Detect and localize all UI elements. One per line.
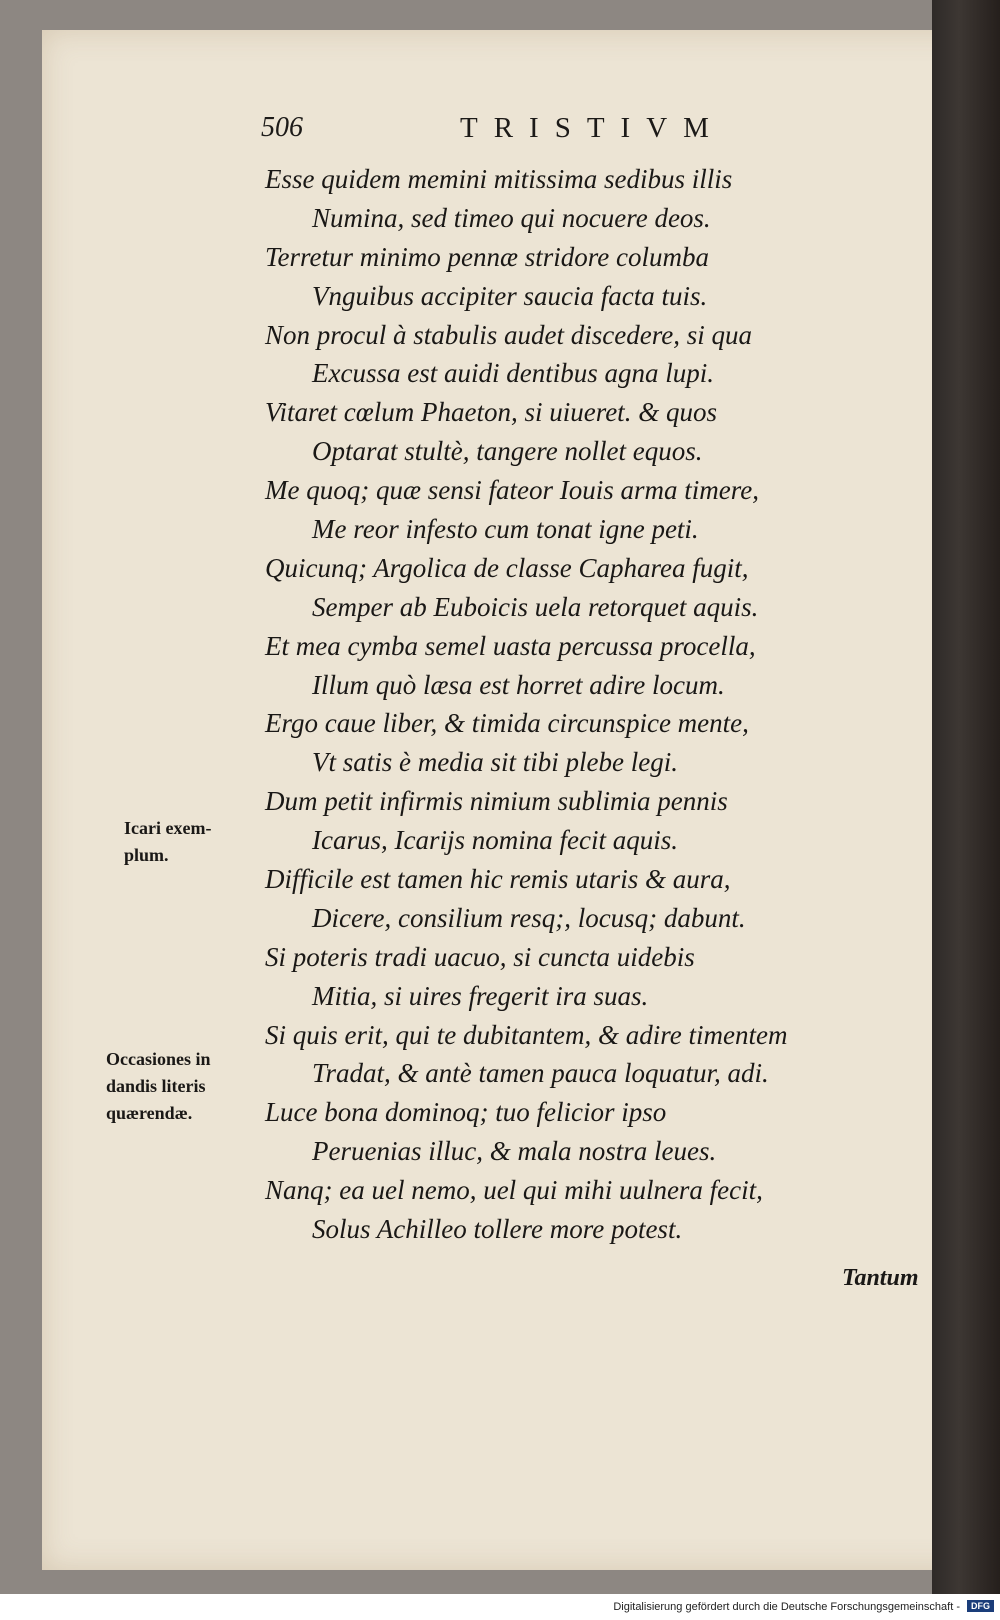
margin-note-occasiones (106, 1046, 211, 1127)
verse-line: Me quoq; quæ sensi fateor Iouis arma timere, (265, 475, 759, 506)
verse-line: Tradat, & antè tamen pauca loquatur, adi. (312, 1058, 769, 1089)
verse-line: Esse quidem memini mitissima sedibus illis (265, 164, 733, 194)
margin-note-line: quærendæ. (106, 1103, 193, 1123)
catchword: Tantum (842, 1265, 919, 1291)
verse-line: Numina, sed timeo qui nocuere deos. (312, 202, 711, 233)
digitization-credit: Digitalisierung gefördert durch die Deutsche Forschungsgemeinschaft - (613, 1601, 960, 1613)
margin-note-line: dandis literis (106, 1076, 206, 1096)
verse-line: Solus Achilleo tollere more potest. (312, 1214, 683, 1245)
verse-line: Et mea cymba semel uasta percussa procella, (265, 630, 756, 661)
margin-note-line: Icari exem- (124, 818, 212, 838)
verse-line: Ergo caue liber, & timida circunspice mente, (265, 708, 749, 739)
margin-note-line: plum. (124, 845, 169, 865)
verse-line: Icarus, Icarijs nomina fecit aquis. (312, 825, 678, 856)
verse-line: Semper ab Euboicis uela retorquet aquis. (312, 591, 759, 622)
book-binding (932, 0, 1000, 1620)
running-title: TRISTIVM (460, 112, 725, 144)
verse-line: Peruenias illuc, & mala nostra leues. (312, 1136, 717, 1167)
verse-line: Dicere, consilium resq;, locusq; dabunt. (312, 902, 746, 933)
dfg-logo: DFG (967, 1600, 994, 1612)
verse-line: Difficile est tamen hic remis utaris & aura, (265, 864, 731, 895)
verse-line: Dum petit infirmis nimium sublimia pennis (265, 786, 728, 817)
verse-line: Nanq; ea uel nemo, uel qui mihi uulnera fecit, (265, 1175, 763, 1206)
verse-line: Terretur minimo pennæ stridore columba (265, 241, 710, 272)
verse-line: Vt satis è media sit tibi plebe legi. (312, 747, 678, 778)
verse-line: Quicunq; Argolica de classe Capharea fugit, (265, 552, 749, 583)
margin-note-icari (124, 815, 211, 869)
margin-note-line: Occasiones in (106, 1049, 211, 1069)
verse-line: Si quis erit, qui te dubitantem, & adire timentem (265, 1019, 788, 1050)
verse-line: Optarat stultè, tangere nollet equos. (312, 436, 703, 467)
page-header (255, 112, 785, 152)
verse-line: Vitaret cœlum Phaeton, si uiueret. & quos (265, 397, 717, 428)
verse-block (265, 160, 865, 1249)
verse-line: Mitia, si uires fregerit ira suas. (312, 980, 649, 1011)
verse-line: Si poteris tradi uacuo, si cuncta uidebis (265, 941, 695, 972)
verse-line: Excussa est auidi dentibus agna lupi. (312, 358, 714, 389)
page-number: 506 (261, 112, 303, 143)
verse-line: Luce bona dominoq; tuo felicior ipso (265, 1097, 667, 1128)
verse-line: Vnguibus accipiter saucia facta tuis. (312, 280, 708, 311)
verse-line: Me reor infesto cum tonat igne peti. (312, 514, 699, 545)
verse-line: Non procul à stabulis audet discedere, si qua (265, 319, 752, 350)
verse-line: Illum quò læsa est horret adire locum. (312, 669, 725, 700)
